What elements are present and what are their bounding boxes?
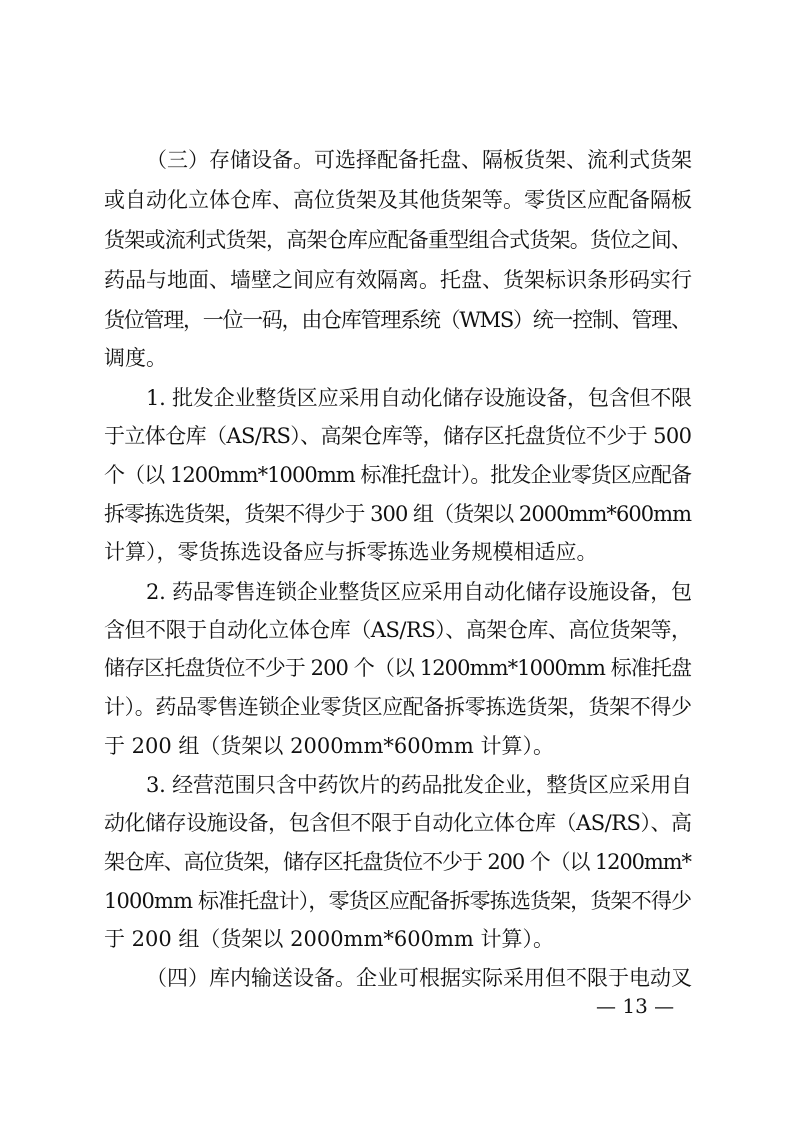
text-line-content: 拆零拣选货架，货架不得少于 300 组（货架以 2000mm*600mm	[104, 502, 692, 526]
text-line-content: 个（以 1200mm*1000mm 标准托盘计）。批发企业零货区应配备	[104, 463, 692, 487]
text-line	[0, 180, 793, 220]
text-line	[0, 300, 793, 340]
text-line	[0, 648, 793, 688]
text-line-content: （四）库内输送设备。企业可根据实际采用但不限于电动叉	[146, 966, 692, 990]
text-line	[0, 338, 793, 378]
text-line-content: 2. 药品零售连锁企业整货区应采用自动化储存设施设备，包	[146, 580, 692, 604]
page-number: — 13 —	[596, 994, 675, 1018]
text-line	[0, 140, 793, 180]
text-line	[0, 532, 793, 572]
text-line	[0, 378, 793, 418]
text-line-content: 储存区托盘货位不少于 200 个（以 1200mm*1000mm 标准托盘	[104, 656, 692, 680]
text-line	[0, 494, 793, 534]
text-line-content: 动化储存设施设备，包含但不限于自动化立体仓库（AS/RS）、高	[104, 811, 692, 835]
text-line	[0, 842, 793, 882]
text-line-content: 于 200 组（货架以 2000mm*600mm 计算）。	[104, 927, 554, 951]
text-line-content: 或自动化立体仓库、高位货架及其他货架等。零货区应配备隔板	[104, 188, 692, 212]
text-line	[0, 455, 793, 495]
text-line-content: 调度。	[104, 346, 167, 370]
text-line-content: 货位管理，一位一码，由仓库管理系统（WMS）统一控制、管理、	[104, 308, 691, 332]
text-line-content: 药品与地面、墙壁之间应有效隔离。托盘、货架标识条形码实行	[104, 268, 692, 292]
text-line	[0, 687, 793, 727]
text-line	[0, 572, 793, 612]
text-line-content: 计）。药品零售连锁企业零货区应配备拆零拣选货架，货架不得少	[104, 695, 692, 719]
text-line-content: 计算），零货拣选设备应与拆零拣选业务规模相适应。	[104, 540, 598, 564]
text-line	[0, 416, 793, 456]
text-line	[0, 919, 793, 959]
text-line	[0, 803, 793, 843]
text-line-content: 含但不限于自动化立体仓库（AS/RS）、高架仓库、高位货架等，	[104, 618, 692, 642]
text-line-content: 3. 经营范围只含中药饮片的药品批发企业，整货区应采用自	[146, 773, 692, 797]
text-line	[0, 260, 793, 300]
text-line-content: 于立体仓库（AS/RS）、高架仓库等，储存区托盘货位不少于 500	[104, 424, 692, 448]
text-line-content: 1000mm 标准托盘计），零货区应配备拆零拣选货架，货架不得少	[104, 889, 692, 913]
text-line-content: 货架或流利式货架，高架仓库应配备重型组合式货架。货位之间、	[104, 228, 692, 252]
text-line	[0, 765, 793, 805]
text-line-content: 架仓库、高位货架，储存区托盘货位不少于 200 个（以 1200mm*	[104, 850, 691, 874]
text-line	[0, 881, 793, 921]
text-line-content: （三）存储设备。可选择配备托盘、隔板货架、流利式货架	[146, 148, 692, 172]
text-line	[0, 726, 793, 766]
text-line-content: 1. 批发企业整货区应采用自动化储存设施设备，包含但不限	[146, 386, 692, 410]
text-line-content: 于 200 组（货架以 2000mm*600mm 计算）。	[104, 734, 554, 758]
text-line	[0, 220, 793, 260]
text-line	[0, 610, 793, 650]
